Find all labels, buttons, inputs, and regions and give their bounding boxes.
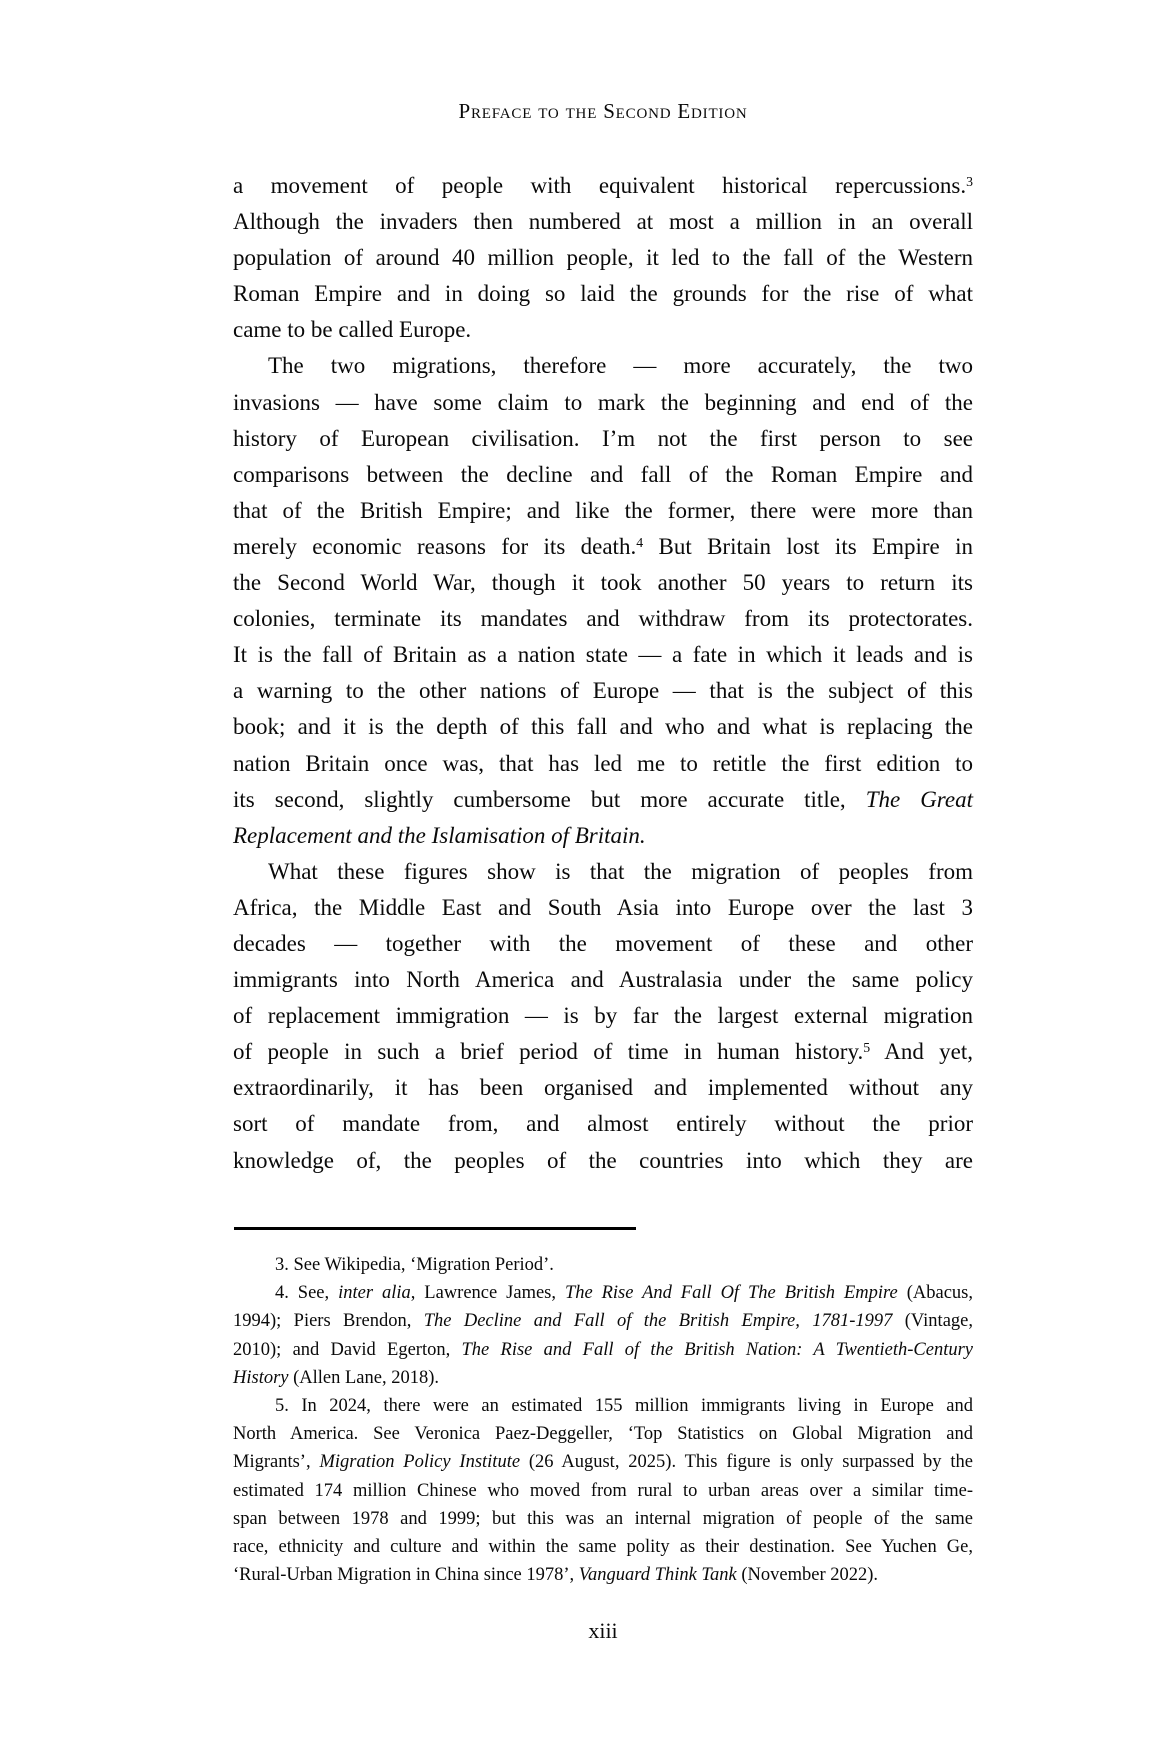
text-line [233,240,973,276]
text-segment: It is the fall of Britain as a nation state — a fate in which it leads and is [233,642,973,668]
text-segment: decades — together with the movement of these and other [233,930,973,956]
text-segment: population of around 40 million people, it led to the fall of the Western [233,245,973,271]
text-segment: (26 August, 2025). This figure is only surpassed by the [520,1452,973,1473]
text-line [233,385,973,421]
text-segment: (Vintage, [892,1311,973,1332]
text-line [233,1505,973,1533]
text-segment: Although the invaders then numbered at most a million in an overall [233,209,973,235]
text-segment: extraordinarily, it has been organised and implemented without any [233,1075,973,1101]
text-segment: history of European civilisation. I’m not the first person to see [233,425,973,451]
text-segment: Africa, the Middle East and South Asia into Europe over the last 3 [233,894,973,920]
text-segment: (Allen Lane, 2018). [288,1367,440,1388]
text-line [233,782,973,818]
text-segment: The Great [865,786,973,812]
text-segment: Vanguard Think Tank [578,1565,737,1586]
text-segment: merely economic reasons for its death. [233,533,637,559]
text-line [233,1143,973,1179]
text-line [233,1251,973,1279]
text-segment: estimated 174 million Chinese who moved from rural to urban areas over a similar time- [233,1480,973,1501]
text-line [233,746,973,782]
text-segment: book; and it is the depth of this fall and who and what is replacing the [233,714,973,740]
text-line [233,1477,973,1505]
text-line [233,1533,973,1561]
text-segment: Migration Policy Institute [319,1452,521,1473]
text-line [233,637,973,673]
text-segment: comparisons between the decline and fall of the Roman Empire and [233,461,973,487]
text-segment: came to be called Europe. [233,317,472,343]
text-segment: Replacement and the Islamisation of Britain. [233,822,646,848]
text-segment: ‘Rural-Urban Migration in China since 1978’, [233,1565,579,1586]
text-line [233,312,973,348]
footnotes [233,1251,973,1589]
text-segment: Migrants’, [233,1452,320,1473]
text-segment: North America. See Veronica Paez-Deggeller, ‘Top Statistics on Global Migration and [233,1424,973,1445]
text-segment: nation Britain once was, that has led me to retitle the first edition to [233,750,973,776]
text-segment: (Abacus, [897,1283,973,1304]
text-line [233,818,973,854]
text-segment: And yet, [870,1039,973,1065]
text-line [233,1364,973,1392]
text-segment: What these figures show is that the migration of peoples from [268,858,973,884]
text-segment: span between 1978 and 1999; but this was an internal migration of people of the same [233,1508,973,1529]
text-segment: 5. In 2024, there were an estimated 155 million immigrants living in Europe and [275,1396,973,1417]
text-segment: immigrants into North America and Australasia under the same policy [233,967,973,993]
text-segment: But Britain lost its Empire in [643,533,973,559]
footnote-reference: 3 [966,174,973,190]
footnote-reference: 5 [863,1040,871,1056]
text-segment: (November 2022). [736,1565,879,1586]
page-content [233,0,973,1750]
text-line [233,348,973,384]
text-segment: a warning to the other nations of Europe — that is the subject of this [233,678,973,704]
text-line [233,1279,973,1307]
text-segment: inter alia [338,1283,411,1304]
text-line [233,1106,973,1142]
text-segment: sort of mandate from, and almost entirely without the prior [233,1111,973,1137]
text-line [233,1336,973,1364]
text-line [233,854,973,890]
text-line [233,1448,973,1476]
text-segment: The Rise And Fall Of The British Empire [564,1283,898,1304]
text-line [233,890,973,926]
text-segment: , Lawrence James, [410,1283,565,1304]
text-segment: of people in such a brief period of time in human history. [233,1039,864,1065]
text-line [233,1420,973,1448]
text-segment: The Rise and Fall of the British Nation: A Twentieth-Century [461,1339,973,1360]
text-line [233,1561,973,1589]
text-line [233,421,973,457]
text-segment: 1994); Piers Brendon, [233,1311,424,1332]
text-segment: History [233,1367,289,1388]
text-segment: Roman Empire and in doing so laid the grounds for the rise of what [233,281,973,307]
text-line [233,1070,973,1106]
text-line [233,998,973,1034]
text-line [233,601,973,637]
text-line [233,204,973,240]
text-segment: the Second World War, though it took another 50 years to return its [233,570,973,596]
text-line [233,565,973,601]
text-segment: 2010); and David Egerton, [233,1339,462,1360]
text-segment: its second, slightly cumbersome but more accurate title, [233,786,866,812]
text-line [233,493,973,529]
text-segment: that of the British Empire; and like the former, there were more than [233,497,973,523]
text-segment: The Decline and Fall of the British Empire, 1781-1997 [423,1311,893,1332]
text-segment: race, ethnicity and culture and within the same polity as their destination. See Yuchen Ge, [233,1537,973,1558]
text-line [233,457,973,493]
running-head: Preface to the Second Edition [458,99,748,123]
footnote-reference: 4 [636,535,644,551]
text-line [233,168,973,204]
text-segment: invasions — have some claim to mark the beginning and end of the [233,389,973,415]
text-segment: knowledge of, the peoples of the countries into which they are [233,1147,973,1173]
text-line [233,529,973,565]
text-line [233,962,973,998]
footnote-separator [234,1227,636,1230]
text-line [233,709,973,745]
text-line [233,926,973,962]
text-segment: The two migrations, therefore — more accurately, the two [268,353,973,379]
text-line [233,673,973,709]
text-line [233,1392,973,1420]
text-line [233,1307,973,1335]
text-segment: colonies, terminate its mandates and withdraw from its protectorates. [233,606,973,632]
body-text [233,168,973,1179]
text-segment: 4. See, [275,1283,339,1304]
text-segment: a movement of people with equivalent historical repercussions. [233,173,967,198]
text-line [233,1034,973,1070]
text-segment: 3. See Wikipedia, ‘Migration Period’. [275,1255,554,1275]
text-segment: of replacement immigration — is by far the largest external migration [233,1003,973,1029]
text-line [233,276,973,312]
page-number: xiii [588,1618,618,1643]
